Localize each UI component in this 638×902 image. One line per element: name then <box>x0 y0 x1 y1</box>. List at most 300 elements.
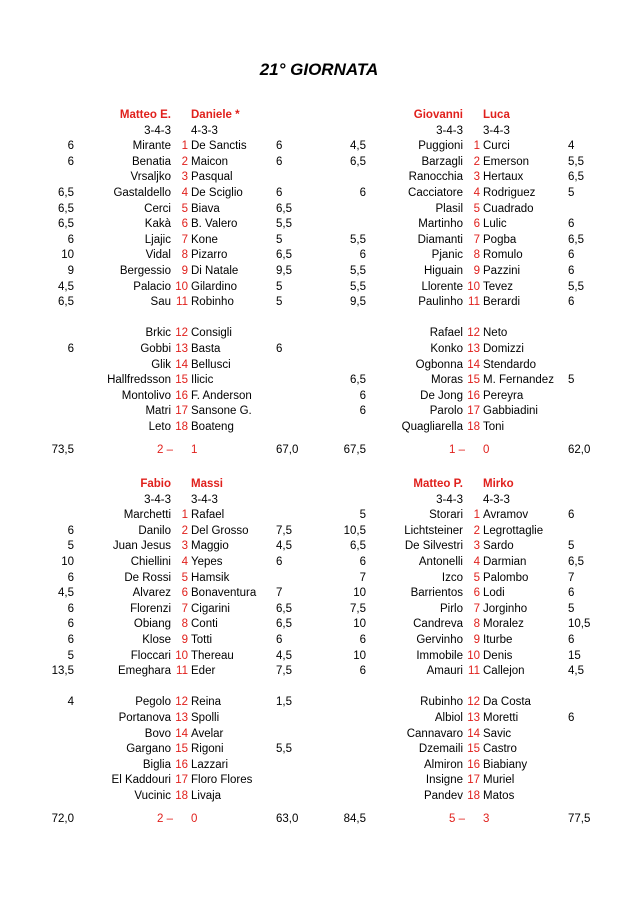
away-player-name: Gilardino <box>191 280 238 293</box>
shirt-number: 12 <box>175 696 188 709</box>
home-player-name: Florenzi <box>130 602 171 615</box>
score-separator: – <box>455 813 465 825</box>
home-player-name: De Rossi <box>124 571 171 584</box>
home-player-name: Barzagli <box>421 155 463 168</box>
shirt-number: 5 <box>181 571 188 584</box>
shirt-number: 6 <box>181 587 188 600</box>
shirt-number: 1 <box>181 140 188 153</box>
away-player-name: Pazzini <box>483 265 521 277</box>
away-player-name: Neto <box>483 327 508 340</box>
away-player-score: 15 <box>568 649 581 662</box>
away-player-score: 6 <box>276 155 283 168</box>
home-player-score: 5,5 <box>350 233 366 246</box>
shirt-number: 14 <box>175 727 188 740</box>
home-player-name: Danilo <box>138 524 171 537</box>
home-player-score: 4 <box>67 696 74 709</box>
away-player-name: B. Valero <box>191 218 238 231</box>
home-player-score: 10 <box>61 556 74 568</box>
home-player-name: Bergessio <box>119 265 171 277</box>
shirt-number: 16 <box>467 758 480 771</box>
shirt-number: 16 <box>175 389 188 402</box>
home-player-score: 6 <box>67 155 74 168</box>
away-total: 63,0 <box>276 813 299 825</box>
away-player-name: Palombo <box>483 571 529 584</box>
away-player-name: M. Fernandez <box>483 374 554 387</box>
away-player-score: 6 <box>568 587 575 600</box>
away-player-score: 6,5 <box>276 618 292 631</box>
away-player-name: Basta <box>191 342 221 355</box>
home-player-name: Glik <box>151 358 171 371</box>
home-player-score: 6 <box>359 556 366 568</box>
away-player-name: Livaja <box>191 789 222 802</box>
away-player-score: 6,5 <box>568 233 584 246</box>
away-player-score: 6,5 <box>276 249 292 262</box>
home-player-score: 5,5 <box>350 280 366 293</box>
away-player-name: Bonaventura <box>191 587 257 600</box>
shirt-number: 1 <box>473 509 480 522</box>
home-player-name: Rubinho <box>420 696 463 709</box>
shirt-number: 10 <box>175 280 188 293</box>
shirt-number: 9 <box>473 634 480 646</box>
home-total: 72,0 <box>51 813 74 825</box>
page-title: 21° GIORNATA <box>259 60 379 79</box>
away-total: 62,0 <box>568 444 591 456</box>
away-player-score: 4,5 <box>276 540 292 553</box>
home-player-score: 6 <box>67 618 74 631</box>
away-total: 77,5 <box>568 813 591 825</box>
home-player-score: 6 <box>67 233 74 246</box>
home-player-score: 13,5 <box>51 665 74 678</box>
home-player-score: 5,5 <box>350 265 366 277</box>
away-player-score: 6 <box>568 249 575 262</box>
shirt-number: 11 <box>468 296 480 309</box>
away-player-score: 6 <box>568 711 575 724</box>
home-player-name: El Kaddouri <box>111 774 171 787</box>
home-player-score: 6 <box>359 187 366 199</box>
home-player-name: Ljajic <box>144 233 171 246</box>
away-player-name: Denis <box>483 649 513 662</box>
shirt-number: 17 <box>175 405 188 418</box>
home-player-score: 9,5 <box>350 296 366 309</box>
home-player-score: 6 <box>359 249 366 262</box>
home-coach-name: Matteo E. <box>119 109 171 121</box>
shirt-number: 17 <box>175 774 188 787</box>
home-player-name: Albiol <box>434 711 463 724</box>
away-player-name: Eder <box>191 665 216 678</box>
home-player-score: 6 <box>67 342 74 355</box>
home-player-name: Cacciatore <box>408 187 463 199</box>
home-player-score: 6 <box>359 634 366 646</box>
away-player-name: Del Grosso <box>191 524 249 537</box>
home-player-name: Gargano <box>126 743 171 756</box>
home-player-name: Almiron <box>424 758 463 771</box>
shirt-number: 14 <box>467 727 480 740</box>
shirt-number: 13 <box>467 342 480 355</box>
home-goals-value: 5 <box>449 813 456 825</box>
away-player-name: De Sciglio <box>191 187 243 199</box>
home-coach-name: Giovanni <box>413 109 463 121</box>
away-player-name: Toni <box>483 420 505 433</box>
shirt-number: 12 <box>467 327 480 340</box>
shirt-number: 7 <box>181 233 188 246</box>
away-player-name: Savic <box>483 727 512 740</box>
home-player-name: Moras <box>431 374 463 387</box>
away-player-name: Thereau <box>191 649 234 662</box>
home-player-name: Puggioni <box>418 140 463 153</box>
shirt-number: 3 <box>181 540 188 553</box>
shirt-number: 13 <box>467 711 480 724</box>
home-goals-value: 2 <box>157 444 164 456</box>
home-player-name: Floccari <box>130 649 171 662</box>
home-player-name: Higuain <box>424 265 463 277</box>
home-player-name: Vucinic <box>134 789 171 802</box>
away-player-score: 1,5 <box>276 696 292 709</box>
away-player-score: 7,5 <box>276 665 292 678</box>
away-player-name: Muriel <box>483 774 515 787</box>
home-player-name: Alvarez <box>132 587 171 600</box>
away-player-score: 5,5 <box>568 155 584 168</box>
away-player-score: 6 <box>276 187 283 199</box>
shirt-number: 13 <box>175 342 188 355</box>
home-player-score: 6 <box>67 524 74 537</box>
home-player-score: 6 <box>67 602 74 615</box>
home-player-score: 6 <box>359 389 366 402</box>
shirt-number: 18 <box>467 789 480 802</box>
home-player-score: 4,5 <box>58 280 74 293</box>
away-player-score: 6 <box>276 342 283 355</box>
away-player-score: 5,5 <box>568 280 584 293</box>
away-goals: 0 <box>483 444 490 456</box>
home-player-name: Marchetti <box>123 509 171 522</box>
away-player-name: Lodi <box>483 587 505 600</box>
away-player-score: 4,5 <box>276 649 292 662</box>
away-player-name: Castro <box>483 743 517 756</box>
away-module: 4-3-3 <box>191 124 218 137</box>
home-player-score: 6,5 <box>58 202 74 215</box>
home-player-name: Pirlo <box>439 602 463 615</box>
away-player-score: 6,5 <box>568 556 584 568</box>
home-player-name: Palacio <box>133 280 171 293</box>
home-coach-name: Fabio <box>140 478 171 490</box>
home-player-score: 5 <box>67 540 74 553</box>
shirt-number: 8 <box>473 249 480 262</box>
home-player-name: Kakà <box>144 218 171 231</box>
shirt-number: 4 <box>473 187 480 199</box>
home-player-name: Klose <box>142 634 171 646</box>
away-player-name: Sansone G. <box>191 405 252 418</box>
away-player-name: Lulic <box>483 218 507 231</box>
home-player-name: Amauri <box>426 665 463 678</box>
away-player-name: Cigarini <box>191 602 230 615</box>
away-player-name: F. Anderson <box>191 389 252 402</box>
away-player-name: Floro Flores <box>191 774 253 787</box>
away-goals: 3 <box>483 813 490 825</box>
shirt-number: 2 <box>181 524 188 537</box>
home-player-score: 6,5 <box>350 374 366 387</box>
shirt-number: 9 <box>473 265 480 277</box>
away-player-name: Pizarro <box>191 249 228 262</box>
shirt-number: 14 <box>175 358 188 371</box>
shirt-number: 7 <box>473 233 480 246</box>
home-player-score: 6 <box>359 405 366 418</box>
shirt-number: 15 <box>467 374 480 387</box>
away-player-name: Pogba <box>483 233 517 246</box>
home-player-name: Dzemaili <box>418 743 463 756</box>
home-player-name: De Jong <box>420 389 463 402</box>
away-player-name: Pasqual <box>191 171 233 184</box>
away-player-name: Di Natale <box>191 265 239 277</box>
shirt-number: 8 <box>473 618 480 631</box>
away-player-name: Rigoni <box>191 743 224 756</box>
shirt-number: 11 <box>176 296 188 309</box>
away-player-name: Robinho <box>191 296 234 309</box>
away-coach-name: Massi <box>191 478 223 490</box>
shirt-number: 7 <box>181 602 188 615</box>
shirt-number: 7 <box>473 602 480 615</box>
home-player-score: 10 <box>61 249 74 262</box>
home-player-name: Ranocchia <box>408 171 463 184</box>
away-player-name: Legrottaglie <box>483 524 544 537</box>
home-player-name: Vrsaljko <box>130 171 171 184</box>
away-player-name: Cuadrado <box>483 202 534 215</box>
shirt-number: 3 <box>473 171 480 184</box>
home-player-score: 7,5 <box>350 602 366 615</box>
shirt-number: 16 <box>467 389 480 402</box>
away-player-score: 6,5 <box>276 602 292 615</box>
home-coach-name: Matteo P. <box>413 478 463 490</box>
away-player-score: 10,5 <box>568 618 591 631</box>
away-player-score: 4,5 <box>568 665 584 678</box>
away-player-score: 5 <box>276 296 283 309</box>
away-player-score: 9,5 <box>276 265 292 277</box>
home-player-score: 4,5 <box>350 140 366 153</box>
away-coach-name: Luca <box>483 109 510 121</box>
shirt-number: 16 <box>175 758 188 771</box>
home-player-score: 6 <box>67 571 74 584</box>
away-player-name: Totti <box>191 634 213 646</box>
shirt-number: 10 <box>175 649 188 662</box>
home-player-name: Benatia <box>131 155 171 168</box>
home-player-score: 10 <box>353 618 366 631</box>
home-module: 3-4-3 <box>144 493 171 506</box>
home-player-name: Martinho <box>418 218 463 231</box>
home-player-name: Chiellini <box>130 556 171 568</box>
home-player-name: Hallfredsson <box>107 374 171 387</box>
shirt-number: 9 <box>181 634 188 646</box>
home-player-name: Paulinho <box>418 296 463 309</box>
away-player-name: Iturbe <box>483 634 513 646</box>
home-player-name: Obiang <box>133 618 171 631</box>
home-player-score: 6,5 <box>350 540 366 553</box>
home-total: 73,5 <box>51 444 74 456</box>
home-player-name: Portanova <box>118 711 171 724</box>
home-player-name: Ogbonna <box>415 358 463 371</box>
home-player-name: Antonelli <box>418 556 463 568</box>
home-player-name: Storari <box>429 509 463 522</box>
home-player-name: Biglia <box>142 758 171 771</box>
home-player-name: Cerci <box>144 202 171 215</box>
shirt-number: 6 <box>181 218 188 231</box>
shirt-number: 1 <box>473 140 480 153</box>
home-player-score: 9 <box>67 265 74 277</box>
away-player-name: Emerson <box>483 155 530 168</box>
away-total: 67,0 <box>276 444 299 456</box>
away-player-name: Matos <box>483 789 515 802</box>
away-player-name: Kone <box>191 233 218 246</box>
away-player-name: Berardi <box>483 296 521 309</box>
home-player-name: Insigne <box>425 774 463 787</box>
shirt-number: 5 <box>473 571 480 584</box>
shirt-number: 11 <box>468 665 480 678</box>
home-player-name: Rafael <box>429 327 463 340</box>
away-player-score: 5 <box>568 187 575 199</box>
shirt-number: 3 <box>473 540 480 553</box>
home-goals-value: 2 <box>157 813 164 825</box>
home-player-name: Gobbi <box>140 342 171 355</box>
home-player-name: Matri <box>145 405 171 418</box>
away-player-name: Bellusci <box>191 358 231 371</box>
home-player-name: Cannavaro <box>406 727 463 740</box>
home-player-name: Pandev <box>423 789 463 802</box>
away-player-name: Domizzi <box>483 342 524 355</box>
shirt-number: 2 <box>473 524 480 537</box>
away-player-score: 7 <box>568 571 575 584</box>
away-player-score: 6 <box>568 218 575 231</box>
home-player-score: 5 <box>359 509 366 522</box>
home-player-name: Konko <box>430 342 463 355</box>
shirt-number: 9 <box>181 265 188 277</box>
home-player-name: Gervinho <box>416 634 463 646</box>
home-goals <box>108 443 173 458</box>
away-goals: 0 <box>191 813 198 825</box>
shirt-number: 8 <box>181 249 188 262</box>
shirt-number: 18 <box>175 789 188 802</box>
shirt-number: 6 <box>473 587 480 600</box>
away-player-score: 6 <box>276 556 283 568</box>
home-player-score: 6,5 <box>58 187 74 199</box>
home-player-name: Vidal <box>145 249 171 262</box>
away-player-name: Avelar <box>191 727 224 740</box>
shirt-number: 17 <box>467 405 480 418</box>
away-player-score: 4 <box>568 140 575 153</box>
away-module: 4-3-3 <box>483 493 510 506</box>
away-player-score: 6 <box>276 140 283 153</box>
shirt-number: 17 <box>467 774 480 787</box>
away-player-name: Maicon <box>191 155 229 168</box>
score-separator: – <box>163 444 173 456</box>
score-separator: – <box>455 444 465 456</box>
away-player-score: 5 <box>568 540 575 553</box>
away-player-score: 5 <box>568 374 575 387</box>
away-player-name: Yepes <box>191 556 223 568</box>
shirt-number: 10 <box>467 280 480 293</box>
home-module: 3-4-3 <box>436 493 463 506</box>
home-player-name: Candreva <box>413 618 463 631</box>
away-player-name: Stendardo <box>483 358 537 371</box>
home-player-name: Mirante <box>132 140 171 153</box>
away-player-name: Hamsik <box>191 571 230 584</box>
away-player-name: Rodriguez <box>483 187 536 199</box>
away-player-score: 5,5 <box>276 218 292 231</box>
away-player-score: 5 <box>276 233 283 246</box>
away-player-name: Biava <box>191 202 220 215</box>
away-player-score: 6 <box>568 296 575 309</box>
away-player-name: Gabbiadini <box>483 405 538 418</box>
away-module: 3-4-3 <box>191 493 218 506</box>
home-player-name: Montolivo <box>121 389 171 402</box>
away-player-name: Rafael <box>191 509 225 522</box>
away-player-name: Moretti <box>483 711 519 724</box>
home-player-name: Juan Jesus <box>112 540 171 553</box>
shirt-number: 5 <box>473 202 480 215</box>
home-player-name: De Silvestri <box>404 540 463 553</box>
away-player-name: Da Costa <box>483 696 531 709</box>
shirt-number: 12 <box>467 696 480 709</box>
away-goals: 1 <box>191 444 198 456</box>
away-player-score: 5 <box>568 602 575 615</box>
home-module: 3-4-3 <box>436 124 463 137</box>
home-player-name: Quagliarella <box>401 420 463 433</box>
home-goals <box>400 812 465 827</box>
home-player-name: Gastaldello <box>113 187 171 199</box>
shirt-number: 5 <box>181 202 188 215</box>
away-player-name: Tevez <box>483 280 514 293</box>
away-player-name: Consigli <box>191 327 232 340</box>
away-player-score: 7 <box>276 587 283 600</box>
home-player-score: 7 <box>359 571 366 584</box>
home-player-score: 6 <box>67 140 74 153</box>
home-player-score: 4,5 <box>58 587 74 600</box>
home-module: 3-4-3 <box>144 124 171 137</box>
score-separator: – <box>163 813 173 825</box>
away-player-score: 6 <box>568 634 575 646</box>
away-player-name: Lazzari <box>191 758 229 771</box>
home-player-name: Emeghara <box>117 665 171 678</box>
away-player-score: 6,5 <box>276 202 292 215</box>
away-player-name: Spolli <box>191 711 220 724</box>
shirt-number: 2 <box>473 155 480 168</box>
shirt-number: 13 <box>175 711 188 724</box>
away-player-name: Pereyra <box>483 389 524 402</box>
home-player-name: Plasil <box>435 202 463 215</box>
shirt-number: 18 <box>467 420 480 433</box>
away-player-name: Hertaux <box>483 171 524 184</box>
home-total: 84,5 <box>343 813 366 825</box>
home-player-name: Diamanti <box>417 233 463 246</box>
home-player-score: 6,5 <box>58 218 74 231</box>
away-player-name: Avramov <box>483 509 529 522</box>
away-player-name: Biabiany <box>483 758 528 771</box>
shirt-number: 15 <box>175 743 188 756</box>
shirt-number: 4 <box>181 556 188 568</box>
home-player-name: Pegolo <box>135 696 171 709</box>
away-player-name: Darmian <box>483 556 527 568</box>
shirt-number: 4 <box>473 556 480 568</box>
away-player-name: Maggio <box>191 540 229 553</box>
home-total: 67,5 <box>343 444 366 456</box>
shirt-number: 15 <box>467 743 480 756</box>
away-player-score: 5,5 <box>276 743 292 756</box>
away-player-score: 6 <box>568 265 575 277</box>
away-player-score: 6,5 <box>568 171 584 184</box>
home-player-name: Brkic <box>145 327 171 340</box>
home-player-name: Bovo <box>144 727 171 740</box>
home-player-score: 10,5 <box>343 524 366 537</box>
away-coach-name: Daniele * <box>191 109 240 121</box>
shirt-number: 3 <box>181 171 188 184</box>
shirt-number: 4 <box>181 187 188 199</box>
home-player-name: Parolo <box>429 405 463 418</box>
